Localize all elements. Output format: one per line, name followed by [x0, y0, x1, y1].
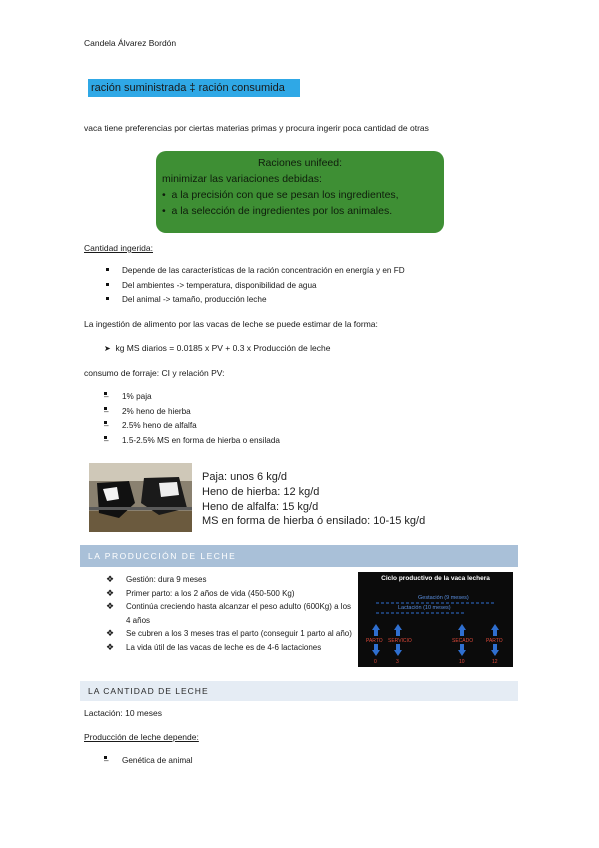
diamond-bullet-icon: ❖: [106, 574, 115, 584]
unifeed-title: Raciones unifeed:: [257, 157, 343, 169]
cycle-lactacion: Lactación (10 meses): [398, 605, 451, 611]
formula-text: kg MS diarios = 0.0185 x PV + 0.3 x Producción de leche: [115, 343, 331, 353]
lactacion-line: Lactación: 10 meses: [84, 708, 162, 718]
depende-list: [104, 756, 404, 771]
list-item: – 2% heno de hierba: [104, 406, 191, 416]
list-item: Depende de las características de la ración concentración en energía y en FD: [104, 266, 524, 281]
author-name: Candela Álvarez Bordón: [84, 38, 177, 48]
produccion-list: [104, 573, 354, 654]
unifeed-bullet: • a la precisión con que se pesan los ingredientes,: [162, 189, 399, 201]
list-item: ❖ La vida útil de las vacas de leche es de 4-6 lactaciones: [104, 641, 354, 655]
diamond-bullet-icon: ❖: [106, 641, 115, 652]
unifeed-bullet: • a la selección de ingredientes por los animales.: [162, 205, 393, 217]
list-item: – 1.5-2.5% MS en forma de hierba o ensilada: [104, 435, 280, 445]
forraje-heading: consumo de forraje: CI y relación PV:: [84, 368, 225, 378]
ration-line: MS en forma de hierba ó ensilado: 10-15 kg/d: [202, 515, 426, 528]
cycle-number: 0: [374, 659, 377, 665]
cycle-number: 3: [396, 659, 399, 665]
list-item: – 2.5% heno de alfalfa: [104, 421, 197, 430]
vaca-paragraph: vaca tiene preferencias por ciertas materias primas y procura ingerir poca cantidad de otras: [84, 123, 429, 133]
list-item: ❖ Continúa creciendo hasta alcanzar el peso adulto (600Kg) a los 4 años: [106, 601, 352, 625]
arrow-bullet-icon: ➤: [104, 344, 111, 353]
cycle-label: PARTO: [486, 638, 503, 644]
cycle-diagram: [358, 572, 513, 667]
ration-line: Heno de hierba: 12 kg/d: [202, 485, 320, 498]
ration-line: Paja: unos 6 kg/d: [202, 471, 288, 483]
rations-list: [202, 470, 425, 529]
section-heading-cantidad: LA CANTIDAD DE LECHE: [80, 681, 518, 701]
cows-photo: [89, 463, 192, 532]
cycle-label: PARTO: [366, 638, 383, 644]
unifeed-box: [156, 151, 444, 233]
section-heading-produccion: LA PRODUCCIÓN DE LECHE: [80, 545, 518, 567]
produccion-depende-heading: Producción de leche depende:: [84, 732, 199, 742]
cycle-number: 10: [459, 659, 465, 665]
ingestion-paragraph: La ingestión de alimento por las vacas de leche se puede estimar de la forma:: [84, 319, 378, 329]
cycle-title: Ciclo productivo de la vaca lechera: [381, 575, 490, 582]
list-item: – 1% paja: [104, 392, 152, 401]
cycle-label: SERVICIO: [388, 638, 412, 644]
ration-line: Heno de alfalfa: 15 kg/d: [202, 500, 319, 513]
list-item: Del ambientes -> temperatura, disponibilidad de agua: [104, 281, 524, 296]
cantidad-heading: Cantidad ingerida:: [84, 243, 153, 253]
unifeed-bullet-text: a la precisión con que se pesan los ingredientes,: [171, 189, 399, 201]
list-item: Del animal -> tamaño, producción leche: [104, 295, 524, 310]
list-item: ❖ Se cubren a los 3 meses tras el parto (conseguir 1 parto al año): [104, 627, 354, 641]
formula-line: [104, 343, 330, 353]
unifeed-lead: minimizar las variaciones debidas:: [162, 173, 322, 185]
diamond-bullet-icon: ❖: [106, 628, 115, 638]
cycle-number: 12: [492, 659, 498, 665]
cycle-gestacion: Gestación (9 meses): [418, 595, 469, 601]
list-item: – Genética de animal: [104, 756, 193, 765]
forraje-list: [104, 392, 424, 450]
highlight-banner: ración suministrada ‡ ración consumida: [88, 79, 300, 97]
cantidad-list: [104, 266, 524, 310]
unifeed-bullet-text: a la selección de ingredientes por los animales.: [171, 205, 393, 217]
diamond-bullet-icon: ❖: [106, 587, 115, 598]
list-item: ❖ Primer parto: a los 2 años de vida (450-500 Kg): [104, 587, 354, 601]
diamond-bullet-icon: ❖: [106, 601, 115, 611]
list-item: ❖ Gestión: dura 9 meses: [104, 573, 354, 587]
cycle-label: SECADO: [452, 638, 474, 644]
